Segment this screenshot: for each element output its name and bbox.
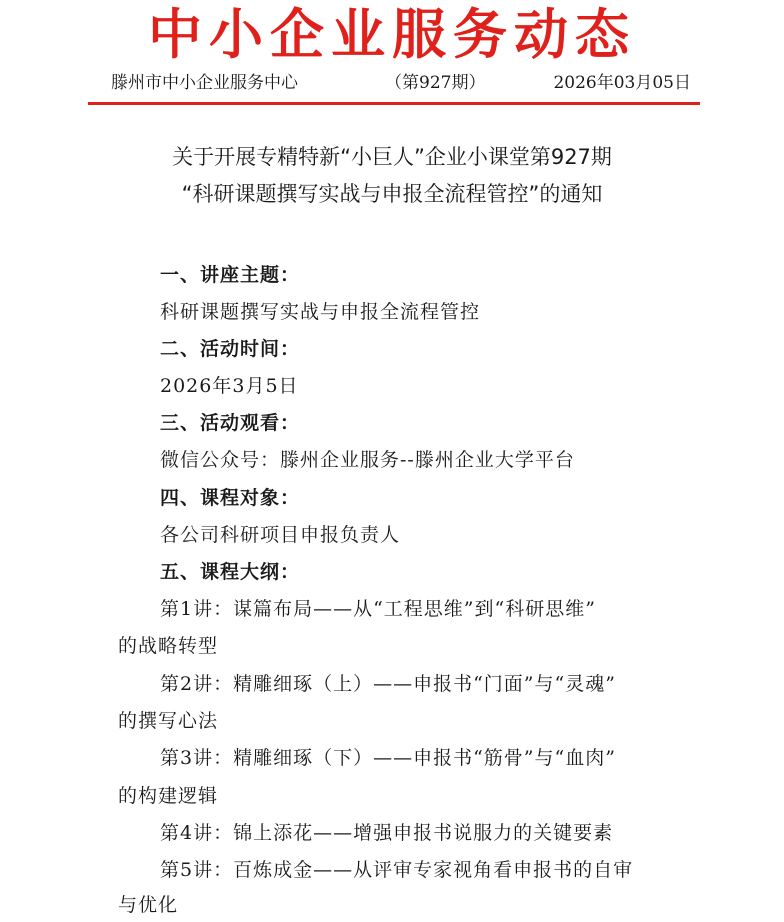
outline-item-2-continued: 的撰写心法 [118,710,219,732]
outline-item-5-continued: 与优化 [118,894,179,916]
section-heading-topic: 一、讲座主题： [160,264,301,286]
section-content-topic: 科研课题撰写实战与申报全流程管控 [160,301,481,323]
notice-title-line-2: “科研课题撰写实战与申报全流程管控”的通知 [181,182,603,206]
section-heading-viewing: 三、活动观看： [160,412,301,434]
outline-item-1-continued: 的战略转型 [118,635,219,657]
section-content-viewing: 微信公众号：滕州企业服务--滕州企业大学平台 [160,449,575,471]
issue-line [111,68,691,98]
issue-number: （第927期） [385,73,486,93]
section-heading-time: 二、活动时间： [160,338,301,360]
outline-item-2: 第2讲：精雕细琢（上）——申报书“门面”与“灵魂” [160,673,616,695]
section-heading-audience: 四、课程对象： [160,487,301,509]
section-content-time: 2026年3月5日 [160,375,299,397]
issue-date: 2026年03月05日 [553,73,691,93]
outline-item-5: 第5讲：百炼成金——从评审专家视角看申报书的自审 [160,859,634,881]
outline-item-1: 第1讲：谋篇布局——从“工程思维”到“科研思维” [160,598,596,620]
section-heading-outline: 五、课程大纲： [160,561,301,583]
outline-item-4: 第4讲：锦上添花——增强申报书说服力的关键要素 [160,822,614,844]
masthead: 中小企业服务动态 [148,3,636,66]
issuing-organization: 滕州市中小企业服务中心 [111,73,298,93]
outline-item-3-continued: 的构建逻辑 [118,785,219,807]
outline-item-3: 第3讲：精雕细琢（下）——申报书“筋骨”与“血肉” [160,747,616,769]
notice-title-line-1: 关于开展专精特新“小巨人”企业小课堂第927期 [172,145,612,169]
masthead-divider [88,102,700,105]
section-content-audience: 各公司科研项目申报负责人 [160,524,401,546]
